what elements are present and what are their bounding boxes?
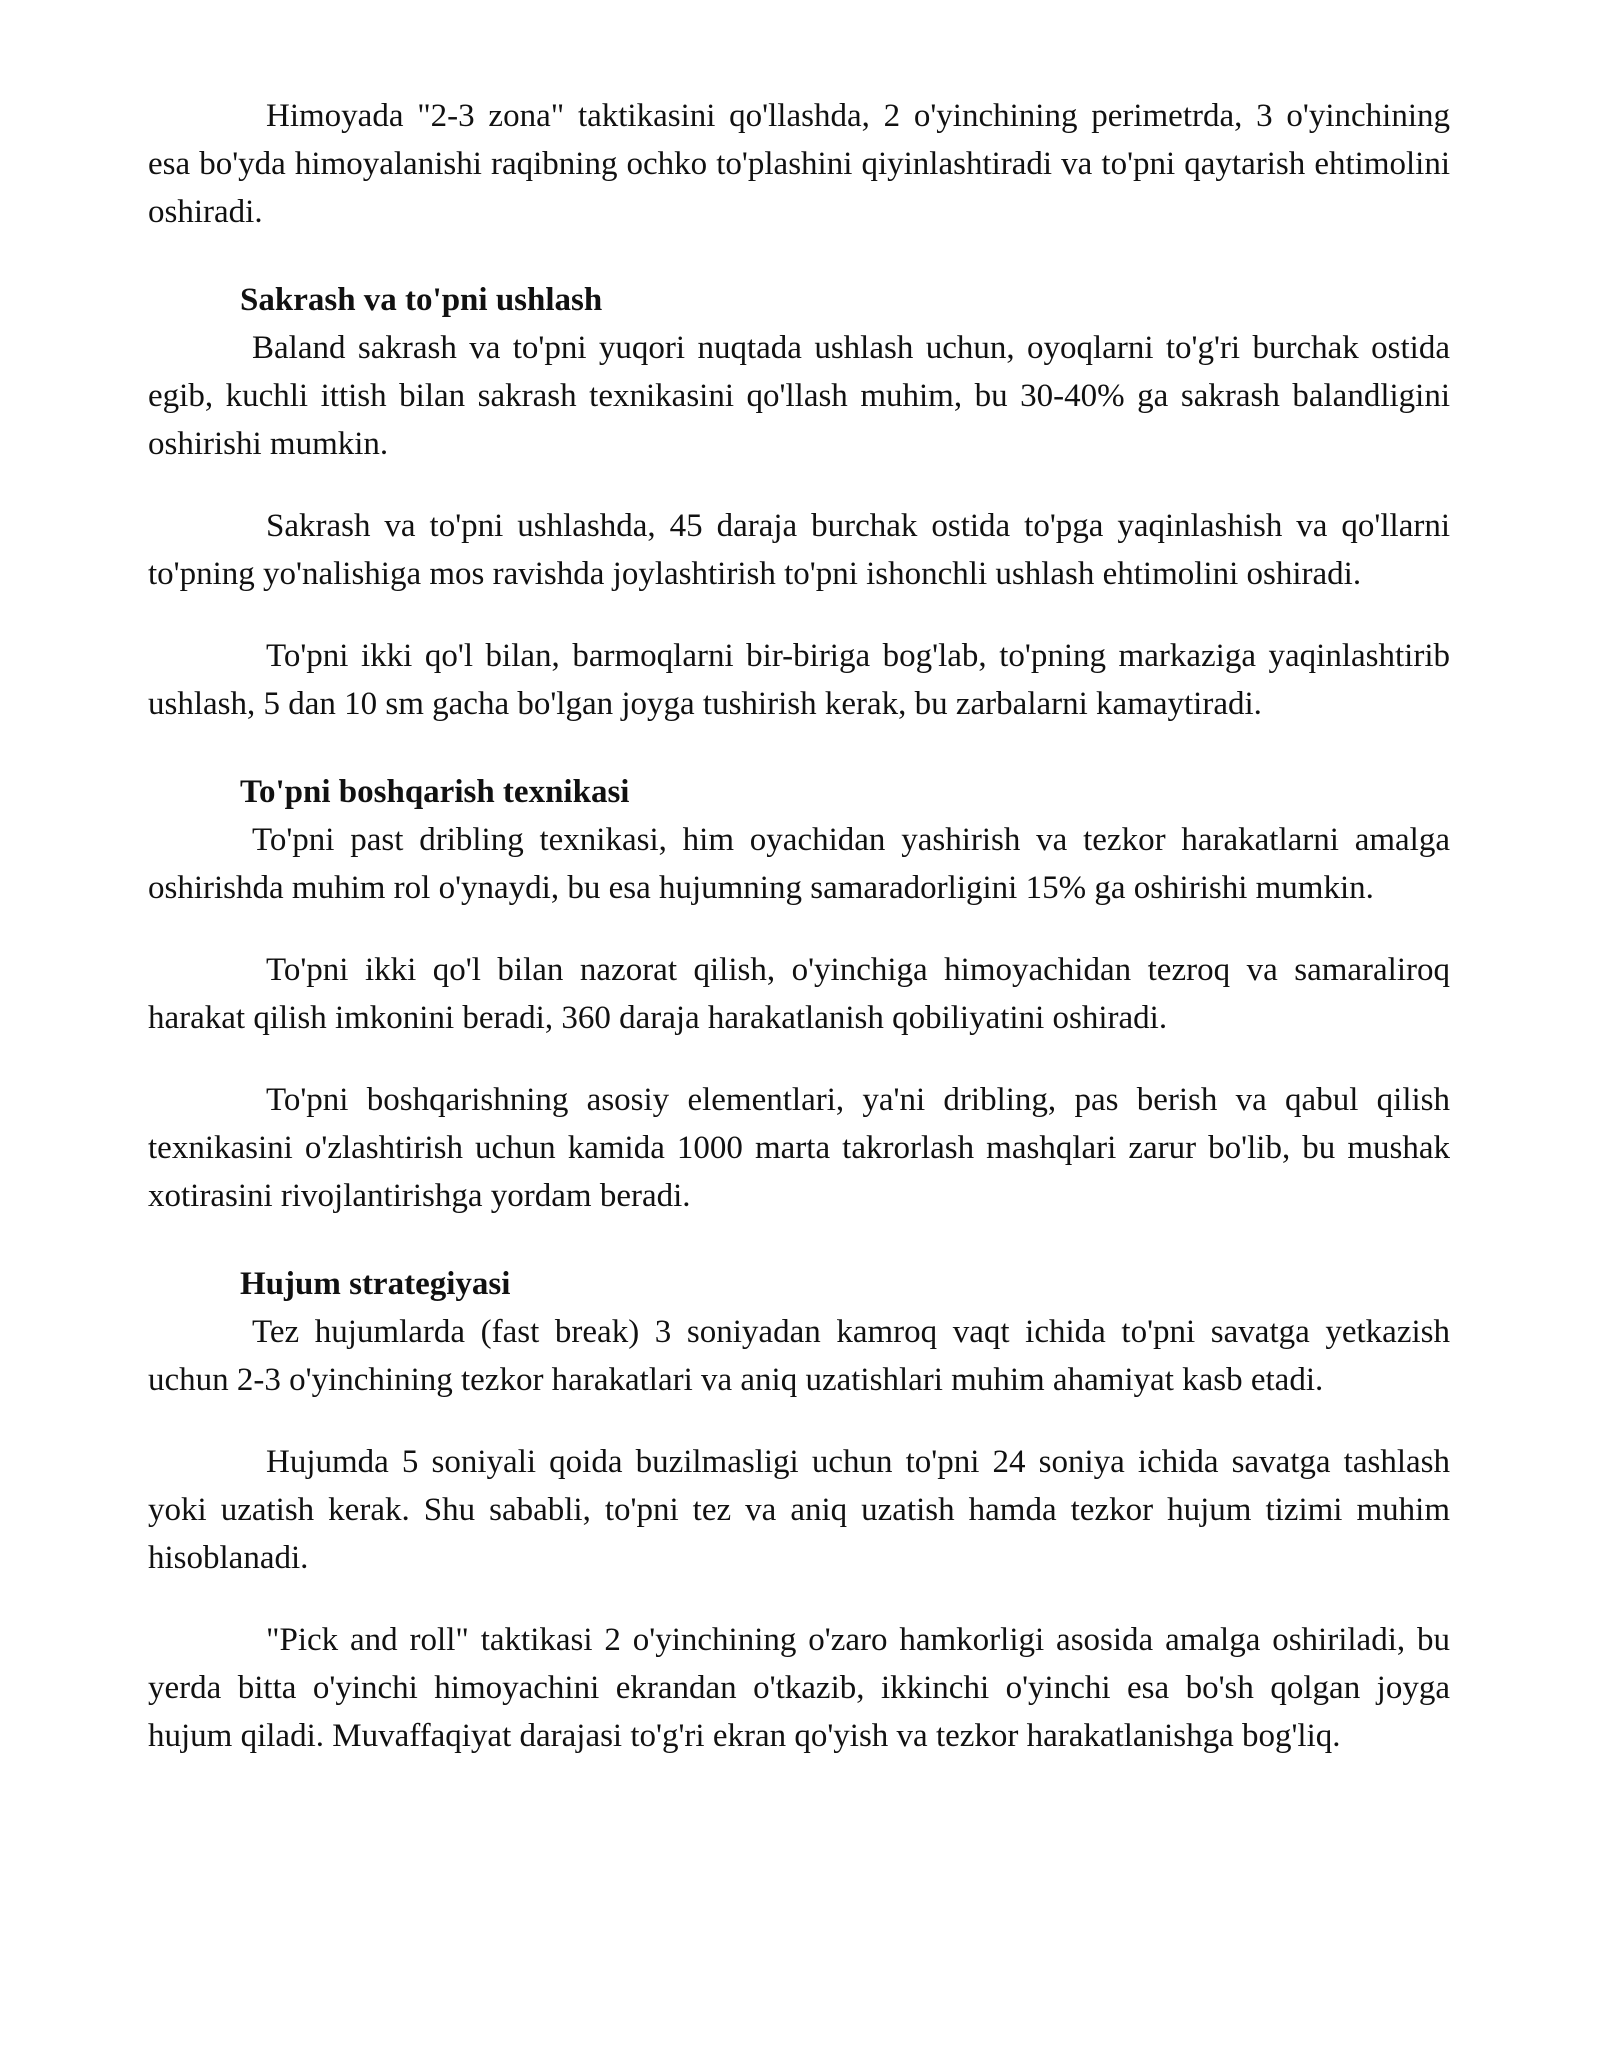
paragraph-two-hand-catch: To'pni ikki qo'l bilan, barmoqlarni bir-biriga bog'lab, to'pning markaziga yaqinlashtirib ushlash, 5 dan 10 sm gacha bo'lgan joyga tushirish kerak, bu zarbalarni kamaytiradi.	[148, 638, 1450, 722]
section-heading-ball-control: To'pni boshqarish texnikasi	[240, 774, 630, 810]
paragraph-ball-control-elements: To'pni boshqarishning asosiy elementlari, ya'ni dribling, pas berish va qabul qilish texnikasini o'zlashtirish uchun kamida 1000 marta takrorlash mashqlari zarur bo'lib, bu mushak xotirasini rivojlantirishga yordam beradi.	[148, 1082, 1450, 1214]
document-page	[148, 92, 1450, 1760]
paragraph-jump-technique: Baland sakrash va to'pni yuqori nuqtada ushlash uchun, oyoqlarni to'g'ri burchak ostida egib, kuchli ittish bilan sakrash texnikasini qo'llash muhim, bu 30-40% ga sakrash balandligini oshirishi mumkin.	[148, 330, 1450, 462]
paragraph-zone-defense: Himoyada "2-3 zona" taktikasini qo'llashda, 2 o'yinchining perimetrda, 3 o'yinchining esa bo'yda himoyalanishi raqibning ochko to'plashini qiyinlashtiradi va to'pni qaytarish ehtimolini oshiradi.	[148, 98, 1450, 230]
paragraph-low-dribble: To'pni past dribling texnikasi, him oyachidan yashirish va tezkor harakatlarni amalga oshirishda muhim rol o'ynaydi, bu esa hujumning samaradorligini 15% ga oshirishi mumkin.	[148, 822, 1450, 906]
section-heading-attack-strategy: Hujum strategiyasi	[240, 1266, 511, 1302]
paragraph-jump-angle: Sakrash va to'pni ushlashda, 45 daraja burchak ostida to'pga yaqinlashish va qo'llarni to'pning yo'nalishiga mos ravishda joylashtirish to'pni ishonchli ushlash ehtimolini oshiradi.	[148, 508, 1450, 592]
paragraph-two-hand-control: To'pni ikki qo'l bilan nazorat qilish, o'yinchiga himoyachidan tezroq va samaraliroq harakat qilish imkonini beradi, 360 daraja harakatlanish qobiliyatini oshiradi.	[148, 952, 1450, 1036]
paragraph-shot-clock: Hujumda 5 soniyali qoida buzilmasligi uchun to'pni 24 soniya ichida savatga tashlash yoki uzatish kerak. Shu sababli, to'pni tez va aniq uzatish hamda tezkor hujum tizimi muhim hisoblanadi.	[148, 1444, 1450, 1576]
paragraph-pick-and-roll: "Pick and roll" taktikasi 2 o'yinchining o'zaro hamkorligi asosida amalga oshiriladi, bu yerda bitta o'yinchi himoyachini ekrandan o'tkazib, ikkinchi o'yinchi esa bo'sh qolgan joyga hujum qiladi. Muvaffaqiyat darajasi to'g'ri ekran qo'yish va tezkor harakatlanishga bog'liq.	[148, 1622, 1450, 1754]
paragraph-fast-break: Tez hujumlarda (fast break) 3 soniyadan kamroq vaqt ichida to'pni savatga yetkazish uchun 2-3 o'yinchining tezkor harakatlari va aniq uzatishlari muhim ahamiyat kasb etadi.	[148, 1314, 1450, 1398]
section-heading-jumping: Sakrash va to'pni ushlash	[240, 282, 603, 318]
